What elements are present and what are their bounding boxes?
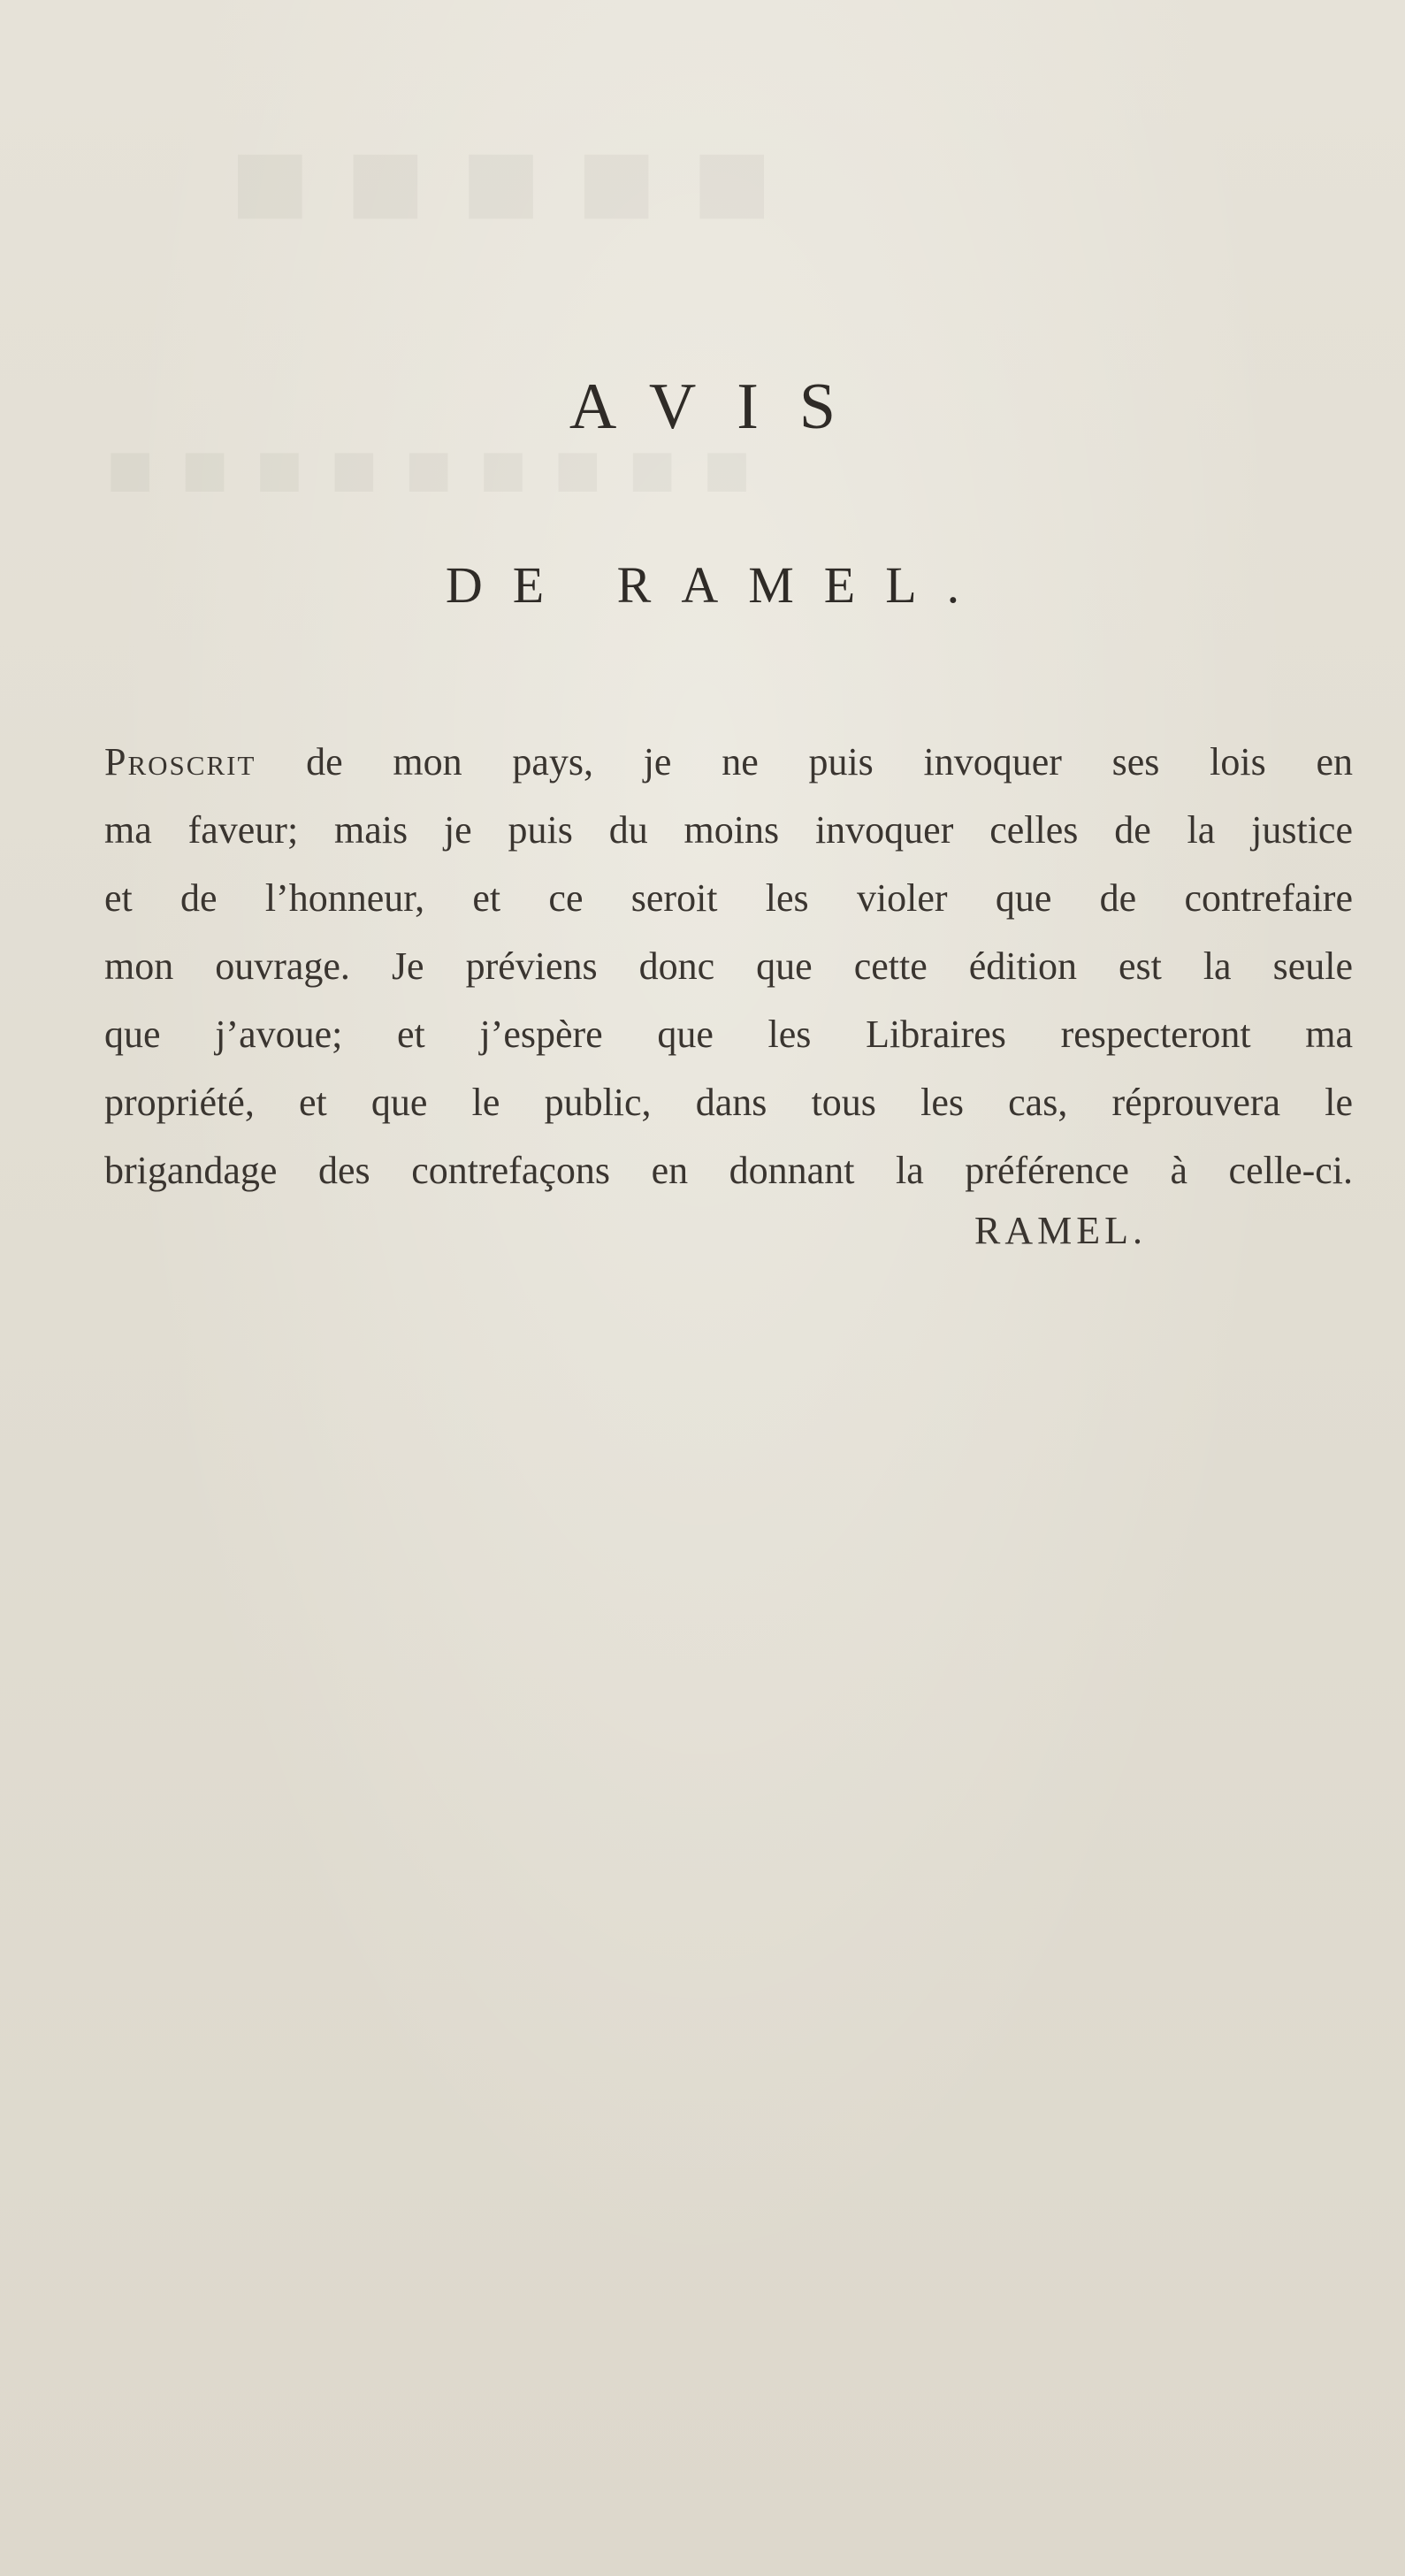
opening-word: Proscrit: [104, 740, 256, 784]
text-line: [104, 728, 1353, 796]
text-line: brigandage des contrefaçons en donnant la préférence à celle-ci.: [104, 1149, 1353, 1192]
text-line: que j’avoue; et j’espère que les Libraires respecteront ma: [104, 1013, 1353, 1056]
text-line: et de l’honneur, et ce seroit les violer que de contrefaire: [104, 876, 1353, 920]
text-line: mon ouvrage. Je préviens donc que cette édition est la seule: [104, 944, 1353, 988]
text-line: ma faveur; mais je puis du moins invoquer celles de la justice: [104, 808, 1353, 852]
bleed-through-shadow: ■■■■■: [230, 109, 808, 256]
page-title: AVIS: [569, 371, 877, 443]
body-paragraph: [104, 728, 1353, 1204]
page-subtitle: DE RAMEL.: [445, 556, 990, 614]
bleed-through-shadow: ■■■■■■■■■: [106, 426, 778, 514]
signature: RAMEL.: [974, 1209, 1147, 1252]
text-line: propriété, et que le public, dans tous les cas, réprouvera le: [104, 1081, 1353, 1124]
text-line-rest: de mon pays, je ne puis invoquer ses lois en: [256, 740, 1353, 784]
